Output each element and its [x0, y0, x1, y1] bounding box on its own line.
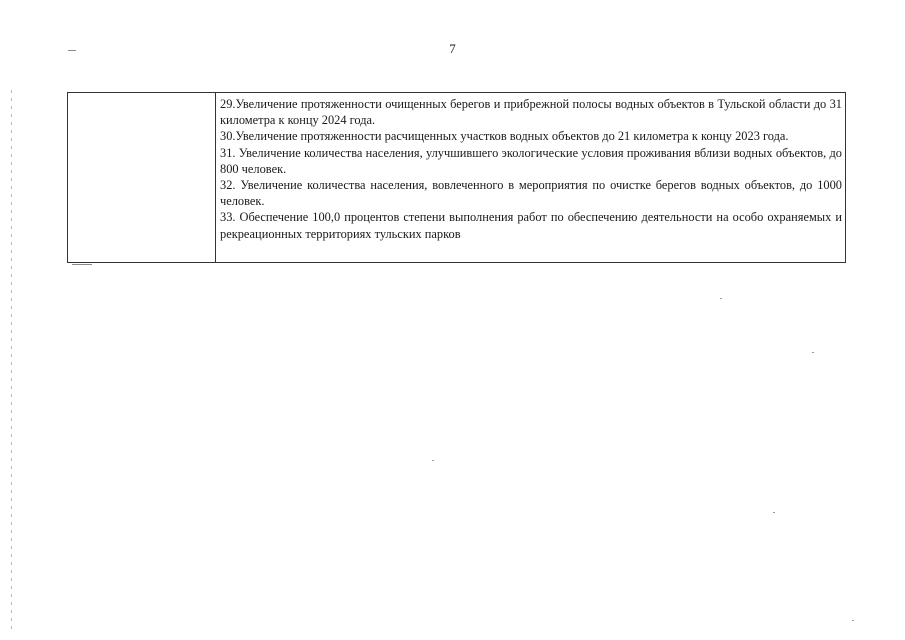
scan-mark	[72, 264, 92, 265]
list-item-32: 32. Увеличение количества населения, вовлеченного в мероприятия по очистке берегов водных объектов, до 1000 человек.	[220, 178, 842, 209]
page-number: 7	[449, 41, 456, 56]
scan-speck	[773, 512, 775, 513]
content-table	[67, 92, 846, 263]
list-item-30: 30.Увеличение протяженности расчищенных участков водных объектов до 21 километра к концу 2023 года.	[220, 129, 789, 144]
list-item-29: 29.Увеличение протяженности очищенных берегов и прибрежной полосы водных объектов в Тульской области до 31 километра к концу 2024 года.	[220, 97, 842, 128]
scan-edge-marks	[11, 90, 12, 630]
scan-mark	[68, 50, 76, 51]
table-right-cell	[216, 93, 845, 262]
scan-speck	[852, 620, 854, 621]
scan-speck	[812, 352, 814, 353]
scan-speck	[432, 460, 434, 461]
scan-speck	[720, 298, 722, 299]
list-item-33: 33. Обеспечение 100,0 процентов степени выполнения работ по обеспечению деятельности на особо охраняемых и рекреационных территориях тульских парков	[220, 210, 842, 241]
list-item-31: 31. Увеличение количества населения, улучшившего экологические условия проживания вблизи водных объектов, до 800 человек.	[220, 145, 842, 176]
table-left-cell	[68, 93, 216, 262]
